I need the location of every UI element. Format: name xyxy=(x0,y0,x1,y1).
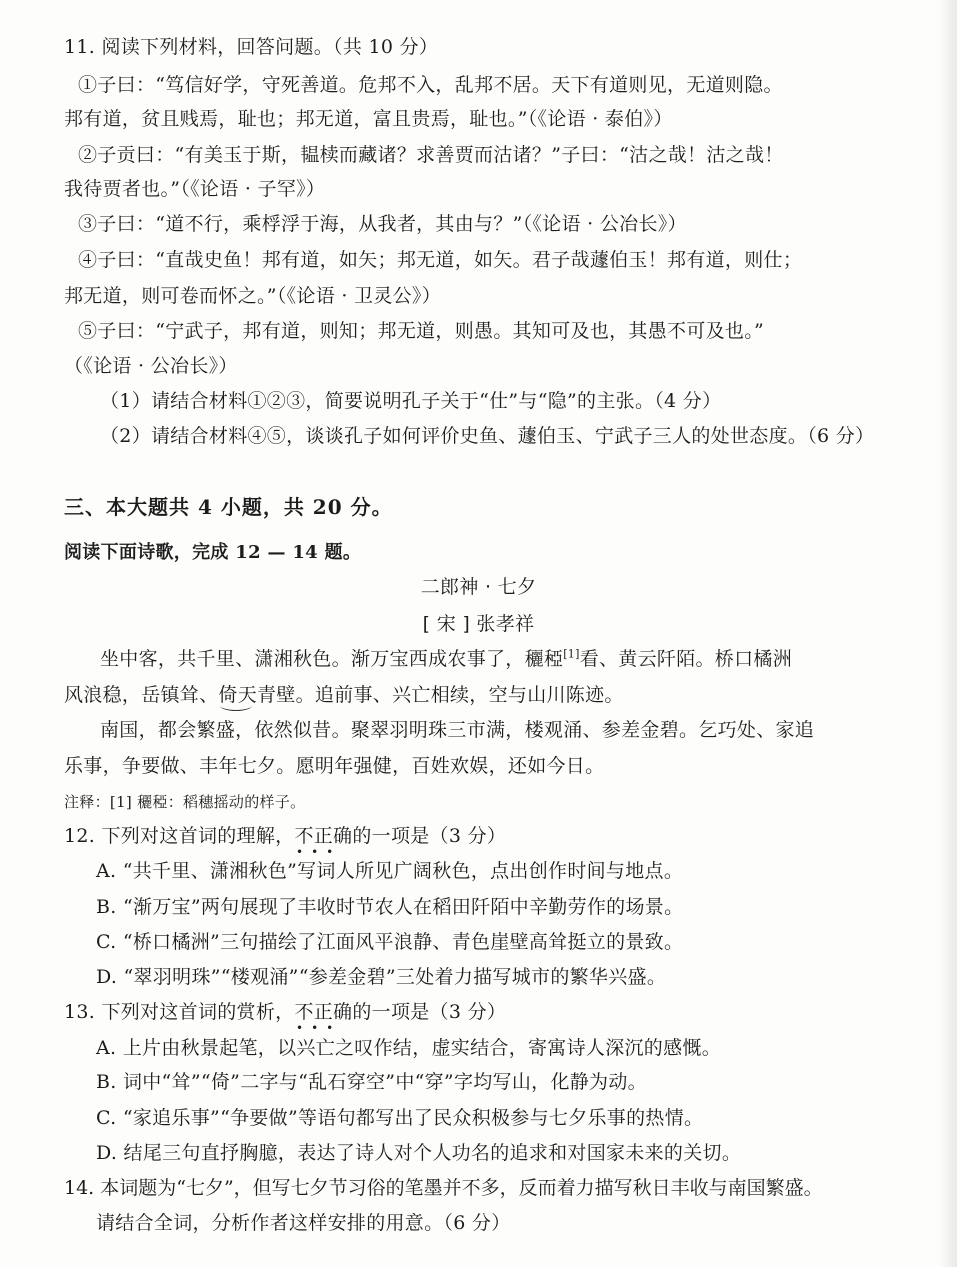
q13-stem: 13. 下列对这首词的赏析，不正确的一项是（3 分） xyxy=(64,1001,507,1023)
poem-stanza-2-line-1: 南国，都会繁盛，依然似昔。聚翠羽明珠三市满，楼观涌、参差金碧。乞巧处、家追 xyxy=(100,719,815,741)
q14-stem-line-2: 请结合全词，分析作者这样安排的用意。（6 分） xyxy=(96,1212,511,1234)
q11-material-1-line-2: 邦有道，贫且贱焉，耻也；邦无道，富且贵焉，耻也。”（《论语 · 泰伯》） xyxy=(64,108,673,130)
poem-stanza-1-line-1-text: 坐中客，共千里、潇湘秋色。渐万宝西成农事了，穲稏 xyxy=(100,648,564,670)
q11-subquestion-2: （2）请结合材料④⑤，谈谈孔子如何评价史鱼、蘧伯玉、宁武子三人的处世态度。（6 分） xyxy=(100,425,875,447)
q12-option-a: A. “共千里、潇湘秋色”写词人所见广阔秋色，点出创作时间与地点。 xyxy=(96,860,684,882)
section-3-instruction: 阅读下面诗歌，完成 12 — 14 题。 xyxy=(64,542,362,563)
q11-material-2-line-1: ②子贡曰：“有美玉于斯，韫椟而藏诸？求善贾而沽诸？”子曰：“沽之哉！沽之哉！ xyxy=(78,144,784,166)
q13-option-d: D. 结尾三句直抒胸臆，表达了诗人对个人功名的追求和对国家未来的关切。 xyxy=(96,1142,742,1164)
poem-stanza-1-line-1-rest: 看、黄云阡陌。桥口橘洲 xyxy=(579,648,792,670)
q12-stem: 12. 下列对这首词的理解，不正确的一项是（3 分） xyxy=(64,825,507,847)
q13-option-b: B. 词中“耸”“倚”二字与“乱石穿空”中“穿”字均写山，化静为动。 xyxy=(96,1071,647,1093)
q13-option-c: C. “家追乐事”“争要做”等语句都写出了民众积极参与七夕乐事的热情。 xyxy=(96,1107,704,1129)
poem-footnote: 注释：[1] 穲稏：稻穗摇动的样子。 xyxy=(64,793,306,811)
emphasis-dots-q13: ••• xyxy=(296,1021,342,1035)
poem-stanza-2-line-2: 乐事，争要做、丰年七夕。愿明年强健，百姓欢娱，还如今日。 xyxy=(64,755,605,777)
q11-material-1-line-1: ①子曰：“笃信好学，守死善道。危邦不入，乱邦不居。天下有道则见，无道则隐。 xyxy=(78,74,783,96)
footnote-marker: [1] xyxy=(563,647,580,661)
q13-option-a: A. 上片由秋景起笔，以兴亡之叹作结，虚实结合，寄寓诗人深沉的感慨。 xyxy=(96,1037,722,1059)
poem-stanza-1-line-1 xyxy=(100,646,792,672)
q11-material-4-line-2: 邦无道，则可卷而怀之。”（《论语 · 卫灵公》） xyxy=(64,285,442,307)
q11-material-5-line-1: ⑤子曰：“宁武子，邦有道，则知；邦无道，则愚。其知可及也，其愚不可及也。” xyxy=(78,320,765,342)
q11-stem: 11. 阅读下列材料，回答问题。（共 10 分） xyxy=(64,36,439,58)
q12-option-c: C. “桥口橘洲”三句描绘了江面风平浪静、青色崖壁高耸挺立的景致。 xyxy=(96,931,684,953)
section-3-heading: 三、本大题共 4 小题，共 20 分。 xyxy=(64,495,393,519)
q14-stem-line-1: 14. 本词题为“七夕”，但写七夕节习俗的笔墨并不多，反而着力描写秋日丰收与南国繁盛。 xyxy=(64,1177,823,1199)
handwritten-underline-mark xyxy=(220,700,252,711)
poem-title: 二郎神 · 七夕 xyxy=(420,576,537,598)
emphasis-dots-q12: ••• xyxy=(296,845,342,859)
q11-material-3: ③子曰：“道不行，乘桴浮于海，从我者，其由与？”（《论语 · 公冶长》） xyxy=(78,213,687,235)
q12-option-b: B. “渐万宝”两句展现了丰收时节农人在稻田阡陌中辛勤劳作的场景。 xyxy=(96,896,684,918)
poem-author: [ 宋 ] 张孝祥 xyxy=(422,613,535,635)
q11-subquestion-1: （1）请结合材料①②③，简要说明孔子关于“仕”与“隐”的主张。（4 分） xyxy=(100,390,722,412)
poem-stanza-1-line-2: 风浪稳，岳镇耸、倚天青壁。追前事、兴亡相续，空与山川陈迹。 xyxy=(64,684,624,706)
q11-material-2-line-2: 我待贾者也。”（《论语 · 子罕》） xyxy=(64,178,326,200)
q11-material-5-line-2: （《论语 · 公冶长》） xyxy=(64,355,238,377)
q12-option-d: D. “翠羽明珠”“楼观涌”“参差金碧”三处着力描写城市的繁华兴盛。 xyxy=(96,966,667,988)
q11-material-4-line-1: ④子曰：“直哉史鱼！邦有道，如矢；邦无道，如矢。君子哉蘧伯玉！邦有道，则仕； xyxy=(78,249,803,271)
